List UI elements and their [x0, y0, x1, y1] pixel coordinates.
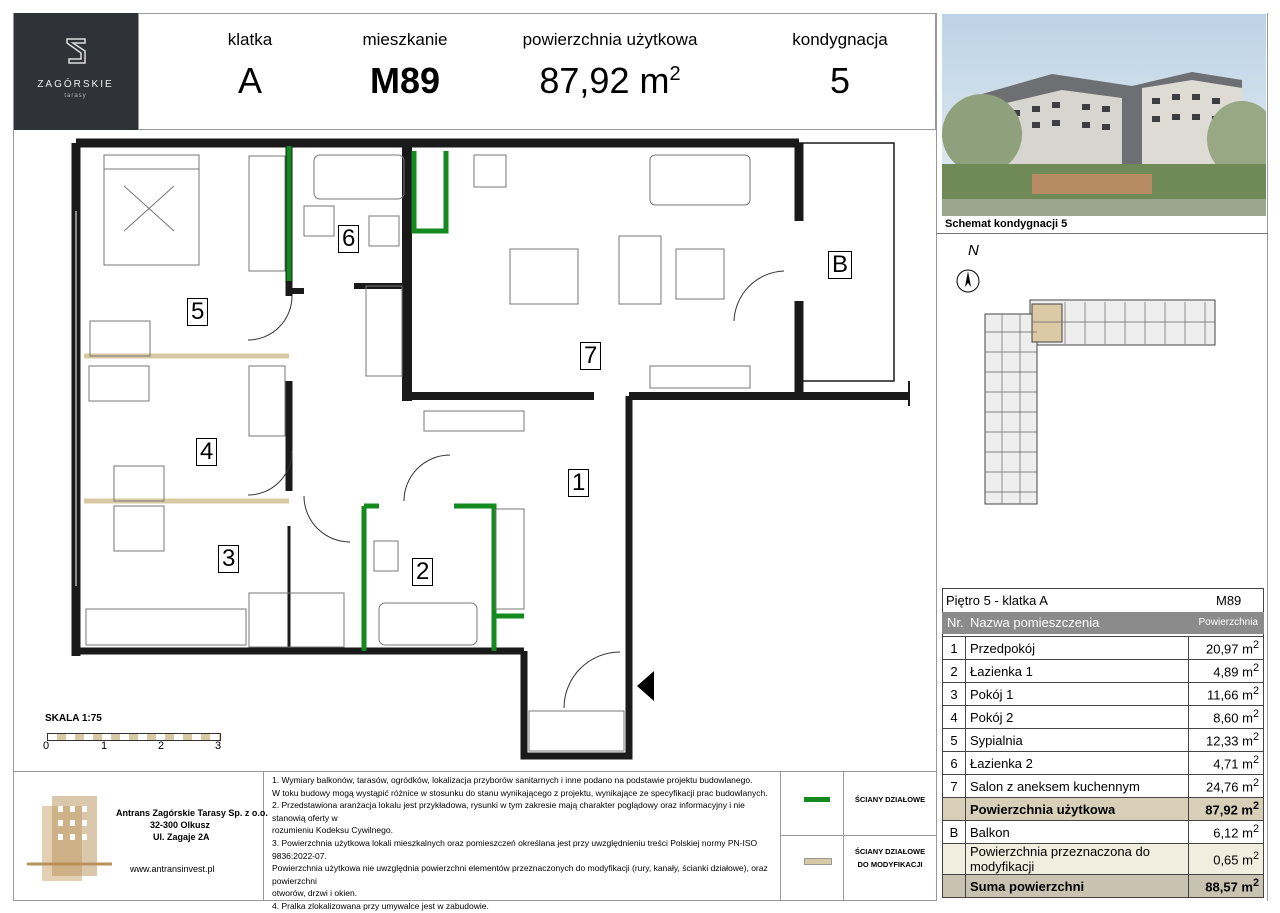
row-area: 12,33 $m^2$	[1189, 729, 1264, 752]
logo-box	[13, 13, 138, 130]
note-line: 4. Pralka zlokalizowana przy umywalce jest w zabudowie.	[272, 900, 489, 911]
row-area: 24,76 $m^2$	[1189, 775, 1264, 798]
scale-tick-3: 3	[215, 740, 222, 752]
row-nr: 2	[943, 660, 966, 683]
balcony-label: B	[828, 251, 852, 279]
scale-tick-1: 1	[101, 740, 108, 752]
logo-name: ZAGÓRSKIE	[37, 79, 114, 90]
kondygnacja-value: 5	[829, 60, 851, 101]
total-value: 88,57 $m^2$	[1189, 875, 1264, 898]
table-row	[943, 683, 1264, 706]
footer-div3	[843, 771, 844, 901]
compass-icon	[955, 268, 981, 294]
legend-green-label: ŚCIANY DZIAŁOWE	[854, 795, 926, 804]
note-line: 1. Wymiary balkonów, tarasów, ogródków, lokalizacja przyborów sanitarnych i inne podano na podstawie projektu budowlanego.	[272, 775, 753, 785]
row-area: 8,60 $m^2$	[1189, 706, 1264, 729]
table-row-balkon	[943, 821, 1264, 844]
row-area: 11,66 $m^2$	[1189, 683, 1264, 706]
row-name: Łazienka 1	[966, 660, 1189, 683]
row-name: Pokój 2	[966, 706, 1189, 729]
scale-tick-0: 0	[43, 740, 50, 752]
table-row-sum	[943, 798, 1264, 821]
note-line: rozumieniu Kodeksu Cywilnego.	[272, 825, 393, 836]
col-name: Nazwa pomieszczenia	[970, 615, 1100, 630]
legend-mod-label2: DO MODYFIKACJI	[857, 860, 923, 869]
table-header	[942, 612, 1264, 634]
table-row	[943, 775, 1264, 798]
north-label: N	[968, 242, 979, 259]
table-row	[943, 752, 1264, 775]
note-line: Powierzchnia użytkowa nie uwzględnia powierzchni elementów przeznaczonych do modyfikacji (rury, kanały, ścianki działowe), oraz powierzchni	[272, 863, 768, 886]
kondygnacja-label: kondygnacja	[792, 30, 888, 49]
sum-value: 87,92 $m^2$	[1189, 798, 1264, 821]
company-website: www.antransinvest.pl	[130, 864, 215, 874]
pow-value: 87,92 $m^2$	[539, 60, 681, 101]
mieszkanie-value: M89	[369, 60, 441, 101]
room-label-6: 6	[338, 225, 359, 253]
footer-notes	[272, 774, 777, 913]
note-line: otworów, drzwi i okien.	[272, 888, 358, 899]
col-nr: Nr.	[947, 615, 964, 630]
row-name: Przedpokój	[966, 637, 1189, 660]
legend-green-swatch	[804, 797, 830, 802]
row-nr: 3	[943, 683, 966, 706]
sum-label: Powierzchnia użytkowa	[966, 798, 1189, 821]
row-name: Pokój 1	[966, 683, 1189, 706]
row-nr: 6	[943, 752, 966, 775]
row-area: 4,89 $m^2$	[1189, 660, 1264, 683]
total-label: Suma powierzchni	[966, 875, 1189, 898]
scale-bar	[47, 733, 221, 741]
row-nr: 7	[943, 775, 966, 798]
schema-title: Schemat kondygnacji 5	[945, 218, 1068, 230]
logo-icon	[65, 37, 89, 65]
room-label-5: 5	[187, 298, 208, 326]
room-label-2: 2	[412, 558, 433, 586]
table-row	[943, 637, 1264, 660]
col-area: Powierzchnia	[1198, 617, 1258, 628]
table-row-mod	[943, 844, 1264, 875]
company-address2: Ul. Zagaje 2A	[153, 832, 210, 842]
mod-label: Powierzchnia przeznaczona do modyfikacji	[966, 844, 1189, 875]
footer-div1	[263, 771, 264, 901]
scale-tick-2: 2	[158, 740, 165, 752]
entrance-icon	[637, 671, 654, 701]
footer-div2	[780, 771, 781, 901]
room-label-4: 4	[196, 438, 217, 466]
scale-label: SKALA 1:75	[45, 713, 102, 724]
floor-schema-diagram	[980, 292, 1220, 512]
company-address1: 32-300 Olkusz	[150, 820, 211, 830]
room-label-7: 7	[580, 342, 601, 370]
company-name: Antrans Zagórskie Tarasy Sp. z o.o.	[116, 808, 268, 818]
mod-value: 0,65 $m^2$	[1189, 844, 1264, 875]
table-row-total	[943, 875, 1264, 898]
legend-mod-label1: ŚCIANY DZIAŁOWE	[854, 847, 926, 856]
row-area: 20,97 $m^2$	[1189, 637, 1264, 660]
divider	[936, 233, 1268, 234]
table-row	[943, 729, 1264, 752]
room-label-1: 1	[568, 469, 589, 497]
company-logo-icon	[22, 786, 117, 886]
footer-div4	[780, 835, 936, 836]
table-row	[943, 660, 1264, 683]
mieszkanie-label: mieszkanie	[362, 30, 448, 49]
table-apartment: M89	[1216, 593, 1242, 608]
balkon-label: Balkon	[966, 821, 1189, 844]
rooms-table	[942, 636, 1264, 898]
klatka-value: A	[237, 60, 262, 101]
row-nr: B	[943, 821, 966, 844]
note-line: W toku budowy mogą wystąpić różnice w stosunku do stanu wynikającego z projektu, wynikające ze specyfikacji prac budowlanych.	[272, 787, 768, 798]
row-name: Salon z aneksem kuchennym	[966, 775, 1189, 798]
pow-label: powierzchnia użytkowa	[522, 30, 698, 49]
room-label-3: 3	[218, 545, 239, 573]
note-line: 3. Powierzchnia użytkowa lokali mieszkalnych oraz pomieszczeń określana jest przy uwzględnieniu treści Polskiej normy PN-ISO 9836:2022-07.	[272, 837, 758, 861]
row-nr: 1	[943, 637, 966, 660]
table-row	[943, 706, 1264, 729]
building-render-image	[942, 14, 1266, 216]
floor-plan-drawing	[14, 131, 934, 771]
row-name: Łazienka 2	[966, 752, 1189, 775]
table-title: Piętro 5 - klatka A	[946, 593, 1048, 608]
legend-mod-swatch	[804, 858, 832, 865]
row-nr: 5	[943, 729, 966, 752]
row-name: Sypialnia	[966, 729, 1189, 752]
note-line: 2. Przedstawiona aranżacja lokalu jest przykładowa, rysunki w tym zakresie mają charakter poglądowy oraz informacyjny i nie stanowią oferty w	[272, 800, 745, 823]
row-nr: 4	[943, 706, 966, 729]
logo-subname: tarasy	[64, 93, 87, 99]
klatka-label: klatka	[227, 30, 273, 49]
balkon-value: 6,12 $m^2$	[1189, 821, 1264, 844]
row-area: 4,71 $m^2$	[1189, 752, 1264, 775]
